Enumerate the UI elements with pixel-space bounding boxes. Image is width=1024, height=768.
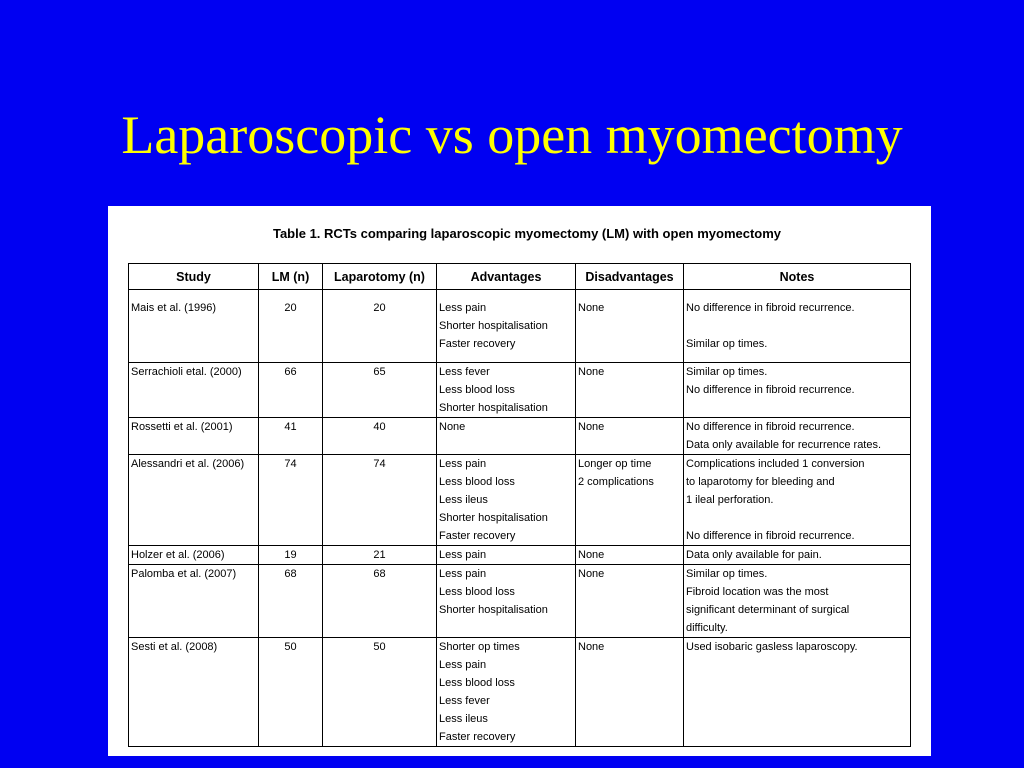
advantages-cell — [437, 455, 576, 546]
note-line: Data only available for pain. — [686, 549, 822, 561]
laparotomy-count: 50 — [373, 641, 386, 653]
study-cell — [129, 290, 259, 363]
disadvantage-item: None — [578, 366, 605, 378]
laparotomy-count-cell — [323, 418, 437, 455]
disadvantage-item: None — [578, 641, 605, 653]
rct-table — [128, 263, 911, 747]
lm-count-cell — [259, 363, 323, 418]
note-line — [686, 317, 908, 335]
lm-count: 19 — [284, 549, 297, 561]
advantage-item: Less pain — [439, 302, 487, 314]
advantage-item: Faster recovery — [439, 530, 516, 542]
lm-count-cell — [259, 546, 323, 565]
advantage-item: Less pain — [439, 549, 487, 561]
advantage-item: None — [439, 421, 466, 433]
notes-cell — [684, 638, 911, 747]
table-row — [129, 546, 911, 565]
laparotomy-count: 68 — [373, 568, 386, 580]
table-row — [129, 363, 911, 418]
advantage-item: Less blood loss — [439, 586, 515, 598]
disadvantage-item: None — [578, 549, 605, 561]
study-cell — [129, 638, 259, 747]
table-row — [129, 565, 911, 638]
note-line: Data only available for recurrence rates. — [686, 439, 882, 451]
study-cell — [129, 565, 259, 638]
disadvantage-item: None — [578, 568, 605, 580]
study-name: Mais et al. (1996) — [131, 302, 216, 314]
lm-count: 74 — [284, 458, 297, 470]
study-cell — [129, 363, 259, 418]
advantage-item: Shorter hospitalisation — [439, 512, 548, 524]
advantage-item: Less pain — [439, 458, 487, 470]
lm-count: 50 — [284, 641, 297, 653]
notes-cell — [684, 418, 911, 455]
table-row — [129, 418, 911, 455]
advantage-item: Less ileus — [439, 713, 488, 725]
note-line: Similar op times. — [686, 568, 768, 580]
lm-count: 41 — [284, 421, 297, 433]
note-line: No difference in fibroid recurrence. — [686, 421, 855, 433]
table-row — [129, 638, 911, 747]
study-cell — [129, 418, 259, 455]
lm-count-cell — [259, 418, 323, 455]
advantage-item: Less fever — [439, 366, 490, 378]
advantage-item: Shorter hospitalisation — [439, 320, 548, 332]
laparotomy-count: 20 — [373, 302, 386, 314]
notes-cell — [684, 565, 911, 638]
study-name: Palomba et al. (2007) — [131, 568, 237, 580]
note-line: Complications included 1 conversion — [686, 458, 865, 470]
note-line: Fibroid location was the most — [686, 586, 829, 598]
study-name: Serrachioli etal. (2000) — [131, 366, 242, 378]
laparotomy-count-cell — [323, 546, 437, 565]
disadvantage-item: 2 complications — [578, 476, 654, 488]
lm-count-cell — [259, 455, 323, 546]
laparotomy-count: 65 — [373, 366, 386, 378]
header-disadvantages: Disadvantages — [576, 264, 684, 290]
header-advantages: Advantages — [437, 264, 576, 290]
lm-count: 66 — [284, 366, 297, 378]
advantages-cell — [437, 546, 576, 565]
advantages-cell — [437, 290, 576, 363]
note-line: Used isobaric gasless laparoscopy. — [686, 641, 858, 653]
advantage-item: Shorter hospitalisation — [439, 402, 548, 414]
note-line: difficulty. — [686, 622, 728, 634]
notes-cell — [684, 290, 911, 363]
table-row — [129, 455, 911, 546]
study-cell — [129, 546, 259, 565]
note-line: to laparotomy for bleeding and — [686, 476, 835, 488]
note-line: Similar op times. — [686, 366, 768, 378]
disadvantage-item: None — [578, 302, 605, 314]
notes-cell — [684, 546, 911, 565]
disadvantages-cell — [576, 455, 684, 546]
table-body — [129, 290, 911, 747]
disadvantages-cell — [576, 546, 684, 565]
disadvantages-cell — [576, 565, 684, 638]
advantage-item: Less ileus — [439, 494, 488, 506]
lm-count-cell — [259, 638, 323, 747]
laparotomy-count: 21 — [373, 549, 386, 561]
disadvantage-item: None — [578, 421, 605, 433]
advantage-item: Less pain — [439, 659, 487, 671]
disadvantages-cell — [576, 290, 684, 363]
laparotomy-count-cell — [323, 638, 437, 747]
table-row — [129, 290, 911, 363]
laparotomy-count-cell — [323, 565, 437, 638]
note-line: No difference in fibroid recurrence. — [686, 384, 855, 396]
lm-count-cell — [259, 565, 323, 638]
notes-cell — [684, 455, 911, 546]
note-line: No difference in fibroid recurrence. — [686, 302, 855, 314]
table-header-row — [129, 264, 911, 290]
study-name: Sesti et al. (2008) — [131, 641, 218, 653]
disadvantages-cell — [576, 418, 684, 455]
note-line: Similar op times. — [686, 338, 768, 350]
header-laparotomy: Laparotomy (n) — [323, 264, 437, 290]
advantage-item: Faster recovery — [439, 731, 516, 743]
laparotomy-count-cell — [323, 290, 437, 363]
advantage-item: Shorter hospitalisation — [439, 604, 548, 616]
lm-count: 20 — [284, 302, 297, 314]
note-line: No difference in fibroid recurrence. — [686, 530, 855, 542]
header-study: Study — [129, 264, 259, 290]
study-name: Alessandri et al. (2006) — [131, 458, 245, 470]
advantages-cell — [437, 363, 576, 418]
advantage-item: Less blood loss — [439, 476, 515, 488]
header-lm: LM (n) — [259, 264, 323, 290]
disadvantages-cell — [576, 638, 684, 747]
slide-title: Laparoscopic vs open myomectomy — [121, 105, 903, 165]
laparotomy-count: 40 — [373, 421, 386, 433]
advantage-item: Shorter op times — [439, 641, 520, 653]
laparotomy-count-cell — [323, 455, 437, 546]
disadvantage-item: Longer op time — [578, 458, 652, 470]
lm-count-cell — [259, 290, 323, 363]
lm-count: 68 — [284, 568, 297, 580]
laparotomy-count-cell — [323, 363, 437, 418]
advantage-item: Less blood loss — [439, 384, 515, 396]
notes-cell — [684, 363, 911, 418]
laparotomy-count: 74 — [373, 458, 386, 470]
advantage-item: Less blood loss — [439, 677, 515, 689]
advantage-item: Less fever — [439, 695, 490, 707]
advantage-item: Faster recovery — [439, 338, 516, 350]
table-panel — [108, 206, 931, 756]
advantages-cell — [437, 418, 576, 455]
table-caption: Table 1. RCTs comparing laparoscopic myomectomy (LM) with open myomectomy — [272, 226, 782, 241]
disadvantages-cell — [576, 363, 684, 418]
advantages-cell — [437, 638, 576, 747]
advantage-item: Less pain — [439, 568, 487, 580]
note-line: 1 ileal perforation. — [686, 494, 774, 506]
study-name: Holzer et al. (2006) — [131, 549, 225, 561]
note-line — [686, 509, 908, 527]
note-line: significant determinant of surgical — [686, 604, 850, 616]
advantages-cell — [437, 565, 576, 638]
header-notes: Notes — [684, 264, 911, 290]
study-cell — [129, 455, 259, 546]
study-name: Rossetti et al. (2001) — [131, 421, 233, 433]
